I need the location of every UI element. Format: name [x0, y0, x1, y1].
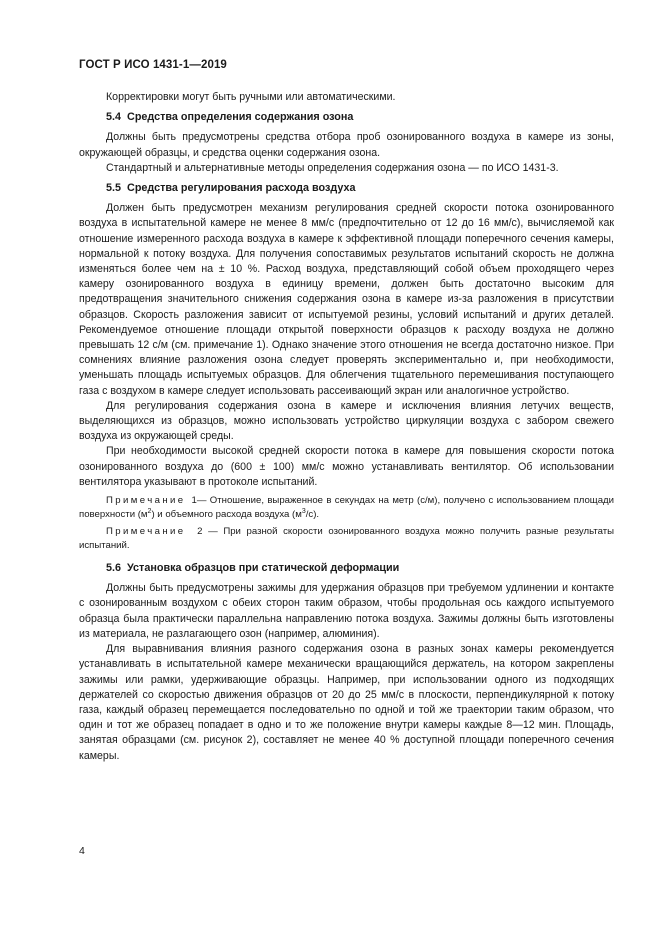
note-text: — Отношение, выраженное в секундах на метр (с/м), получено с использованием площади поверхности (м — [79, 495, 614, 520]
section-title: Средства определения содержания озона — [127, 111, 354, 124]
paragraph: При необходимости высокой средней скорости потока в камере для повышения скорости потока озонированного воздуха до (600 ± 100) мм/с можно устанавливать вентилятор. Об использовании вентилятора указывают в протоколе испытаний. — [79, 445, 614, 488]
note-1 — [79, 494, 614, 521]
section-number: 5.6 — [106, 562, 122, 575]
paragraph: Должен быть предусмотрен механизм регулирования средней скорости потока озонированного воздуха в испытательной камере не менее 8 мм/с (предпочтительно от 12 до 16 мм/с), вычисляемой как отношение измеренного расхода воздуха в камере к эффективной площади поперечного сечения камеры, нормальной к потоку воздуха. Для получения сопоставимых результатов испытаний скорость не должна изменяться более чем на ± 10 %. Расход воздуха, представляющий собой объем проходящего через камеру озонированного воздуха в единицу времени, должен быть достаточно высоким для предотвращения значительного снижения содержания озона в камере из-за разложения в присутствии образцов. Скорость разложения зависит от испытуемой резины, условий испытаний и других деталей. Рекомендуемое отношение площади открытой поверхности образцов к расходу воздуха не должно превышать 12 с/м (см. примечание 1). Однако значение этого отношения не всегда достаточно низкое. При сомнениях влияние разложения озона следует проверять экспериментально и, при необходимости, уменьшать площадь испытуемых образцов. Для облегчения тщательного перемешивания поступающего газа с воздухом в камере следует использовать рассеивающий экран или аналогичное устройство. — [79, 202, 614, 397]
section-5-6-heading — [106, 561, 614, 576]
section-5-5-heading — [106, 181, 614, 196]
paragraph: Стандартный и альтернативные методы определения содержания озона — по ИСО 1431-3. — [106, 161, 559, 174]
paragraph: Должны быть предусмотрены зажимы для удержания образцов при требуемом удлинении и контакте с озонированным воздухом с обеих сторон таким образом, чтобы продольная ось каждого испытуемого образца была практически параллельна направлению потока воздуха. Зажимы должны быть изготовлены из материала, не разлагающего озон (например, алюминия). — [79, 582, 614, 640]
note-2 — [79, 525, 614, 552]
note-number: 2 — [197, 526, 203, 538]
intro-paragraph: Корректировки могут быть ручными или автоматическими. — [106, 91, 396, 103]
page-number: 4 — [79, 845, 85, 857]
note-text: /с). — [305, 508, 320, 520]
paragraph: Должны быть предусмотрены средства отбора проб озонированного воздуха в камере из зоны, окружающей образцы, и средства оценки содержания озона. — [79, 131, 614, 159]
note-text: ) и объемного расхода воздуха (м — [151, 508, 302, 520]
note-label: Примечание — [106, 526, 186, 538]
note-text: — При разной скорости озонированного воздуха можно получить разные результаты испытаний. — [79, 526, 615, 551]
paragraph: Для регулирования содержания озона в камере и исключения влияния летучих веществ, выделяющихся из образцов, можно использовать устройство циркуляции воздуха с забором свежего воздуха из окружающей среды. — [79, 399, 614, 443]
section-title: Установка образцов при статической деформации — [127, 562, 400, 575]
superscript: 3 — [301, 507, 306, 515]
section-title: Средства регулирования расхода воздуха — [127, 182, 356, 195]
document-body — [79, 90, 614, 764]
section-number: 5.5 — [106, 182, 122, 195]
note-number: 1 — [191, 495, 197, 507]
section-number: 5.4 — [106, 111, 122, 124]
paragraph: Для выравнивания влияния разного содержания озона в разных зонах камеры рекомендуется устанавливать в испытательной камере механически вращающийся держатель, на котором закреплены зажимы или рамки, удерживающие образцы. Например, при использовании одного из подходящих держателей со скоростью движения образцов от 20 до 25 мм/с в плоскости, перпендикулярной к потоку газа, каждый образец перемещается последовательно по одной и той же траектории таким образом, что один и тот же образец попадает в одно и то же положение внутри камеры каждые 8—12 мин. Площадь, занятая образцами (см. рисунок 2), составляет не менее 40 % доступной площади поперечного сечения камеры. — [79, 643, 614, 762]
document-header: ГОСТ Р ИСО 1431-1—2019 — [79, 59, 227, 71]
superscript: 2 — [147, 507, 152, 515]
note-label: Примечание — [106, 495, 186, 507]
section-5-4-heading — [106, 110, 614, 125]
